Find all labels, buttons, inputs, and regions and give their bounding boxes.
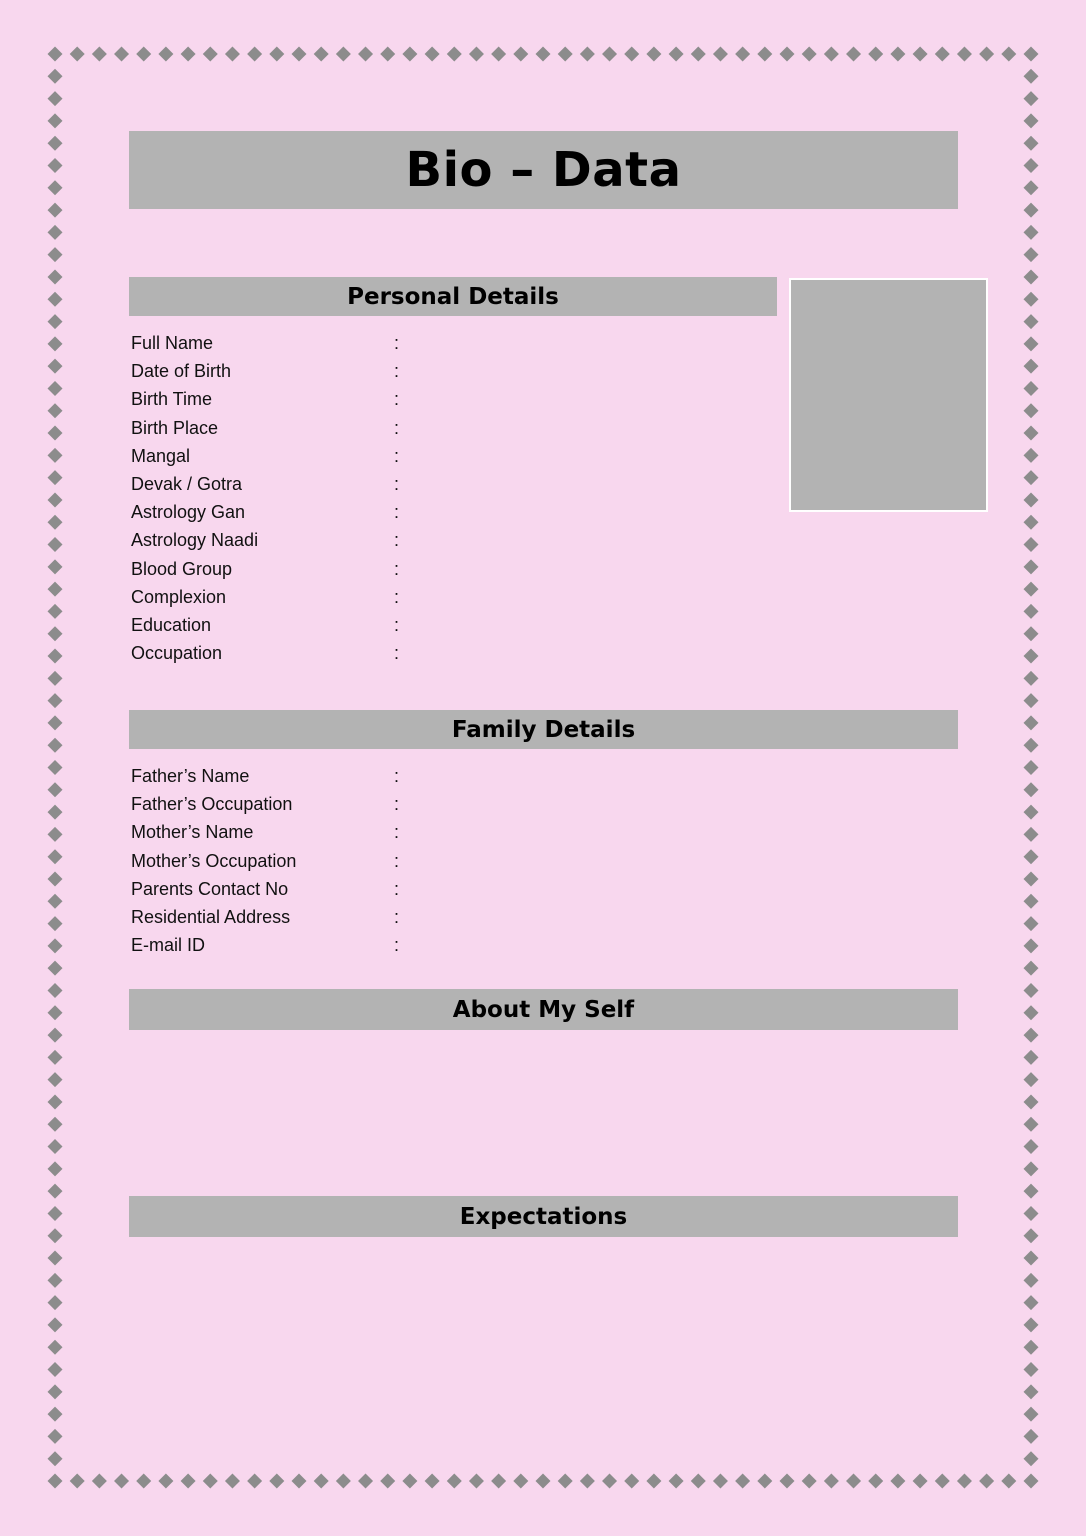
field-label: Parents Contact No — [131, 878, 289, 899]
field-separator: : — [394, 794, 400, 815]
field-label: Education — [131, 614, 212, 635]
field-separator: : — [394, 586, 400, 607]
field-label: Astrology Gan — [131, 502, 246, 523]
field-separator: : — [394, 766, 400, 786]
field-separator: : — [394, 878, 400, 899]
field-separator: : — [394, 643, 400, 664]
field-separator: : — [394, 530, 400, 551]
field-separator: : — [394, 417, 400, 438]
field-separator: : — [394, 389, 400, 410]
expectations-heading: Expectations — [459, 1203, 628, 1230]
field-label: Birth Time — [131, 389, 213, 410]
personal-details-heading: Personal Details — [347, 283, 559, 310]
page-title: Bio – Data — [405, 142, 682, 198]
field-separator: : — [394, 473, 400, 494]
field-separator: : — [394, 614, 400, 635]
field-separator: : — [394, 850, 400, 871]
personal-details-header — [129, 277, 777, 316]
field-separator: : — [394, 558, 400, 579]
field-separator: : — [394, 935, 400, 956]
field-separator: : — [394, 502, 400, 523]
about-my-self-heading: About My Self — [452, 996, 635, 1023]
field-label: Blood Group — [131, 558, 233, 579]
field-separator: : — [394, 361, 400, 382]
family-details-heading: Family Details — [451, 716, 636, 743]
field-label: E-mail ID — [131, 935, 206, 956]
expectations-header — [129, 1196, 958, 1237]
title-bar — [129, 131, 958, 209]
field-separator: : — [394, 906, 400, 927]
photo-placeholder[interactable] — [789, 278, 988, 512]
field-label: Full Name — [131, 333, 214, 353]
field-label: Father’s Occupation — [131, 794, 293, 815]
field-label: Mangal — [131, 445, 191, 466]
family-details-header — [129, 710, 958, 749]
field-separator: : — [394, 822, 400, 843]
about-my-self-header — [129, 989, 958, 1030]
field-separator: : — [394, 333, 400, 353]
field-label: Devak / Gotra — [131, 473, 243, 494]
field-label: Date of Birth — [131, 361, 232, 382]
field-label: Birth Place — [131, 417, 219, 438]
field-separator: : — [394, 445, 400, 466]
field-label: Father’s Name — [131, 766, 250, 786]
field-label: Mother’s Occupation — [131, 850, 297, 871]
field-label: Complexion — [131, 586, 227, 607]
field-label: Mother’s Name — [131, 822, 254, 843]
field-label: Astrology Naadi — [131, 530, 259, 551]
field-label: Residential Address — [131, 906, 291, 927]
field-label: Occupation — [131, 643, 223, 664]
